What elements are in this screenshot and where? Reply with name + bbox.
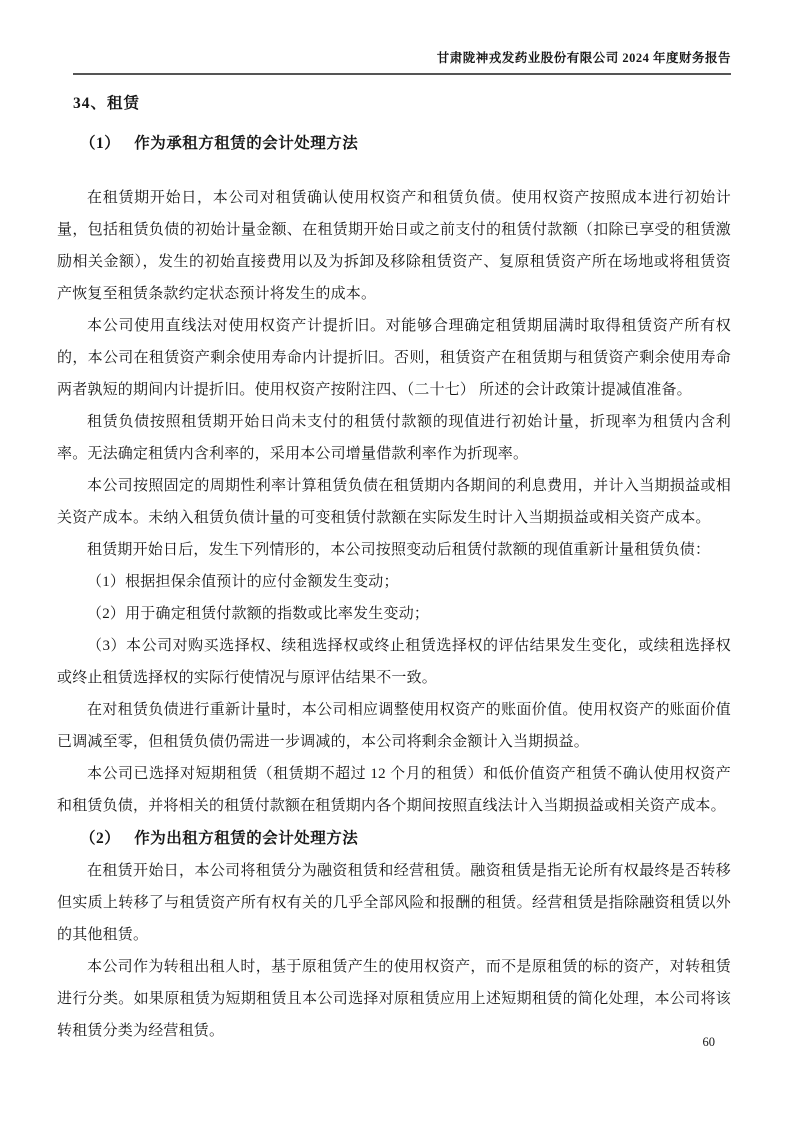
- subsection-heading-2: [80, 831, 731, 847]
- document-content: [57, 96, 731, 1048]
- paragraph: 在对租赁负债进行重新计量时，本公司相应调整使用权资产的账面价值。使用权资产的账面价值已调减至零，但租赁负债仍需进一步调减的，本公司将剩余金额计入当期损益。: [57, 701, 731, 750]
- paragraph: 在租赁开始日，本公司将租赁分为融资租赁和经营租赁。融资租赁是指无论所有权最终是否转移但实质上转移了与租赁资产所有权有关的几乎全部风险和报酬的租赁。经营租赁是指除融资租赁以外的其他租赁。: [57, 863, 731, 944]
- page-number: 60: [702, 1035, 715, 1049]
- subsection-title: 作为出租方租赁的会计处理方法: [134, 829, 359, 847]
- page-header: [73, 0, 731, 66]
- paragraph: 在租赁期开始日，本公司对租赁确认使用权资产和租赁负债。使用权资产按照成本进行初始计量，包括租赁负债的初始计量金额、在租赁期开始日或之前支付的租赁付款额（扣除已享受的租赁激励相关金额），发生的初始直接费用以及为拆卸及移除租赁资产、复原租赁资产所在场地或将租赁资产恢复至租赁条款约定状态预计将发生的成本。: [57, 189, 731, 302]
- paragraph: 本公司使用直线法对使用权资产计提折旧。对能够合理确定租赁期届满时取得租赁资产所有权的，本公司在租赁资产剩余使用寿命内计提折旧。否则，租赁资产在租赁期与租赁资产剩余使用寿命两者孰短的期间内计提折旧。使用权资产按附注四、（二十七） 所述的会计政策计提减值准备。: [57, 317, 731, 398]
- list-item: （1）根据担保余值预计的应付金额发生变动；: [87, 573, 399, 590]
- subsection-body-1: [57, 182, 731, 822]
- header-rule: [73, 73, 731, 75]
- subsection-heading-1: [80, 136, 731, 152]
- list-item: （3）本公司对购买选择权、续租选择权或终止租赁选择权的评估结果发生变化，或续租选择权或终止租赁选择权的实际行使情况与原评估结果不一致。: [57, 637, 731, 686]
- list-item: （2）用于确定租赁付款额的指数或比率发生变动；: [87, 605, 430, 622]
- paragraph: 本公司已选择对短期租赁（租赁期不超过 12 个月的租赁）和低价值资产租赁不确认使用权资产和租赁负债，并将相关的租赁付款额在租赁期内各个期间按照直线法计入当期损益或相关资产成本。: [57, 765, 731, 814]
- paragraph: 租赁期开始日后，发生下列情形的，本公司按照变动后租赁付款额的现值重新计量租赁负债：: [87, 541, 711, 558]
- subsection-title: 作为承租方租赁的会计处理方法: [134, 135, 359, 153]
- paragraph: 租赁负债按照租赁期开始日尚未支付的租赁付款额的现值进行初始计量，折现率为租赁内含利率。无法确定租赁内含利率的，采用本公司增量借款利率作为折现率。: [57, 413, 731, 462]
- subsection-number: （1）: [80, 135, 121, 153]
- subsection-body-2: [57, 855, 731, 1047]
- report-header-title: 甘肃陇神戎发药业股份有限公司 2024 年度财务报告: [436, 51, 731, 65]
- subsection-number: （2）: [80, 829, 121, 847]
- section-heading: 34、租赁: [73, 94, 141, 112]
- paragraph: 本公司作为转租出租人时，基于原租赁产生的使用权资产，而不是原租赁的标的资产，对转租赁进行分类。如果原租赁为短期租赁且本公司选择对原租赁应用上述短期租赁的简化处理，本公司将该转租赁分类为经营租赁。: [57, 959, 731, 1040]
- paragraph: 本公司按照固定的周期性利率计算租赁负债在租赁期内各期间的利息费用，并计入当期损益或相关资产成本。未纳入租赁负债计量的可变租赁付款额在实际发生时计入当期损益或相关资产成本。: [57, 477, 731, 526]
